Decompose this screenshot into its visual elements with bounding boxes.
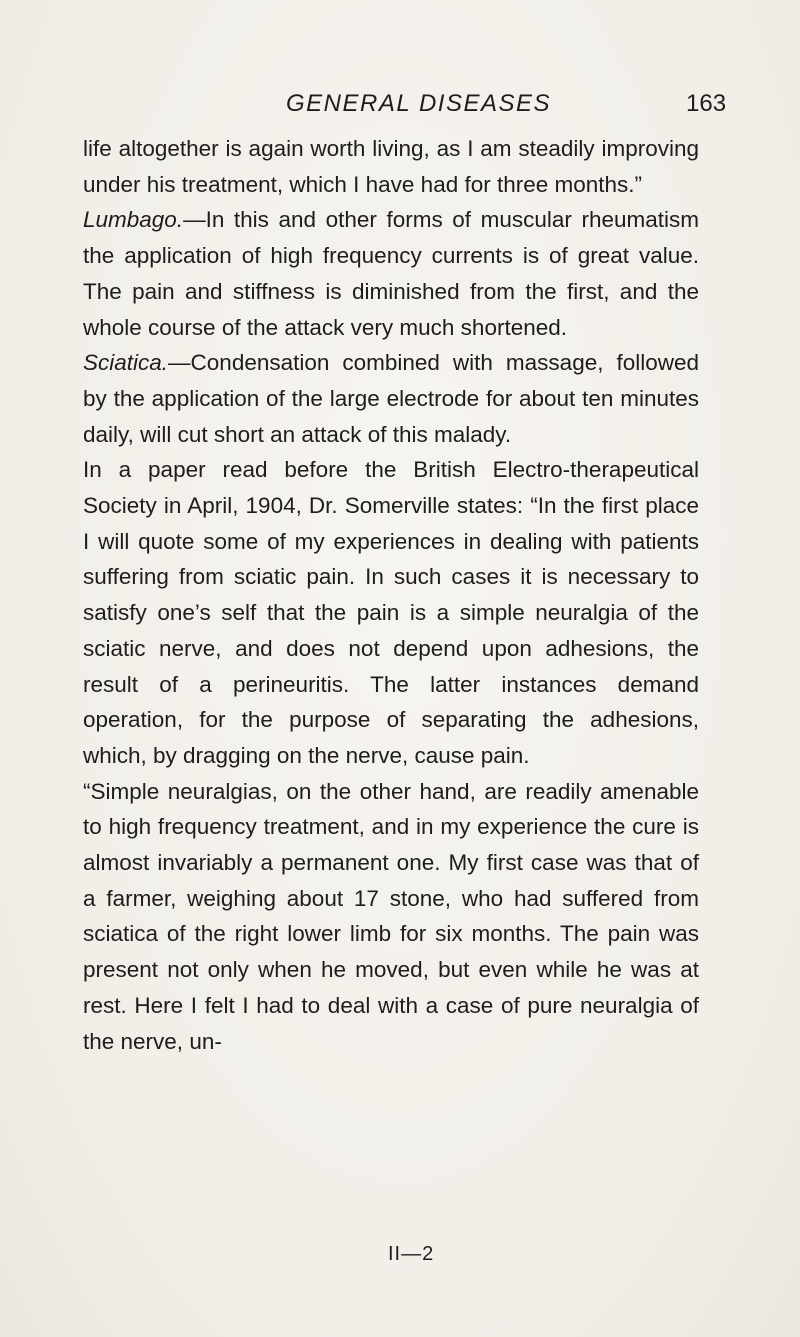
paragraph	[83, 131, 699, 202]
paragraph-text: life altogether is again worth living, as I am steadily improving under his treatment, which I have had for three months.”	[83, 136, 699, 197]
signature-mark: II—2	[388, 1243, 435, 1265]
paragraph-text: —Condensation combined with massage, followed by the application of the large electrode for about ten minutes daily, will cut short an attack of this malady.	[83, 350, 699, 447]
paragraph-text: —In this and other forms of muscular rheumatism the application of high frequency currents is of great value. The pain and stiffness is diminished from the first, and the whole course of the attack very much shortened.	[83, 207, 699, 340]
paragraph-heading-lumbago: Lumbago.	[83, 207, 184, 233]
paragraph	[83, 202, 699, 345]
paragraph-text: In a paper read before the British Electro-therapeutical Society in April, 1904, Dr. Somerville states: “In the first place I will quote some of my experiences in dealing with patients suffering from sciatic pain. In such cases it is necessary to satisfy one’s self that the pain is a simple neuralgia of the sciatic nerve, and does not depend upon adhesions, the result of a perineuritis. The latter instances demand operation, for the purpose of separating the adhesions, which, by dragging on the nerve, cause pain.	[83, 457, 699, 768]
running-title: GENERAL DISEASES	[286, 90, 551, 117]
paragraph-text: “Simple neuralgias, on the other hand, are readily amenable to high frequency treatment, and in my experience the cure is almost invariably a permanent one. My first case was that of a farmer, weighing about 17 stone, who had suffered from sciatica of the right lower limb for six months. The pain was present not only when he moved, but even while he was at rest. Here I felt I had to deal with a case of pure neuralgia of the nerve, un-	[83, 778, 699, 1054]
body-text	[83, 131, 699, 1059]
paragraph	[83, 452, 699, 773]
page-number: 163	[686, 90, 727, 117]
page-header	[0, 90, 800, 130]
paragraph-heading-sciatica: Sciatica.	[83, 350, 169, 376]
paragraph	[83, 774, 699, 1060]
paragraph	[83, 345, 699, 452]
